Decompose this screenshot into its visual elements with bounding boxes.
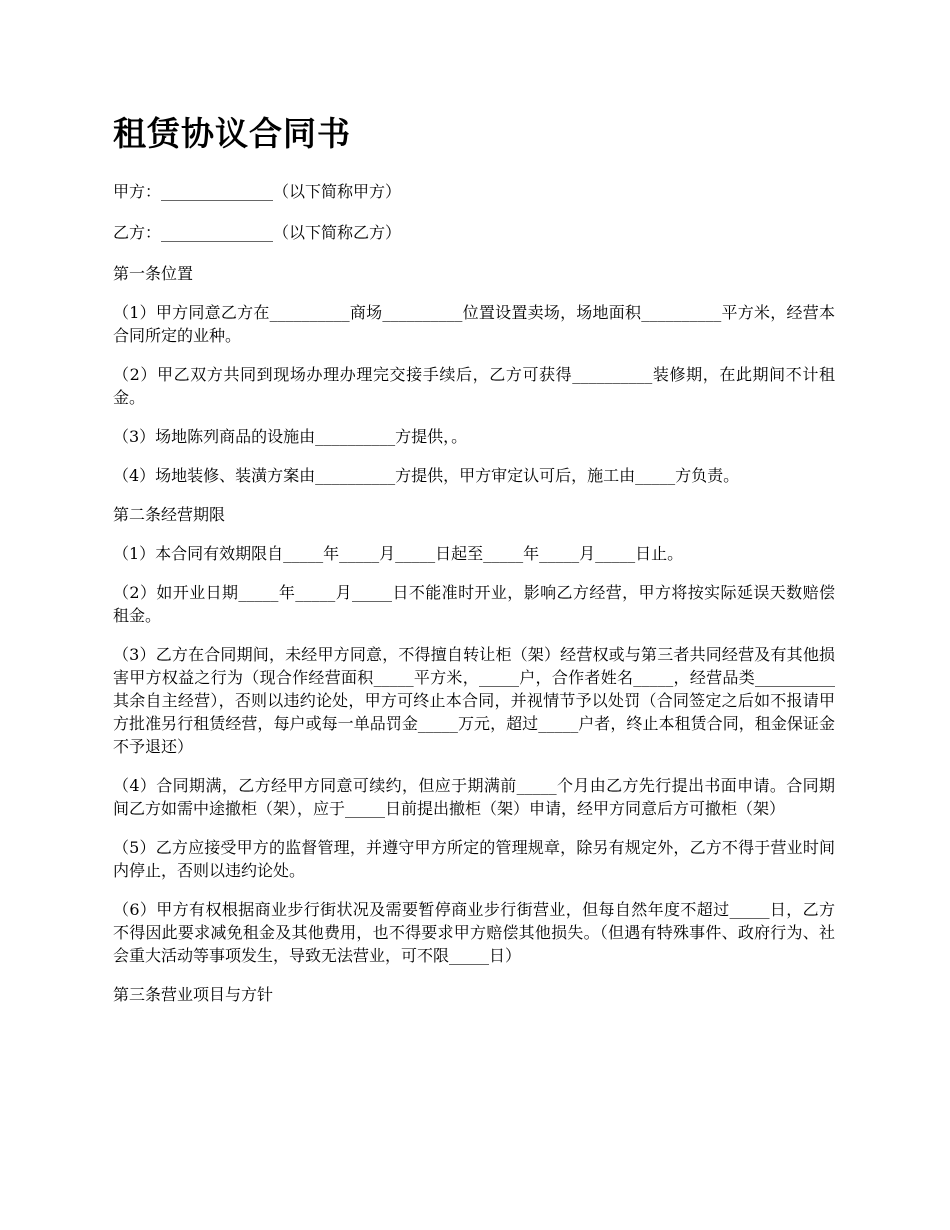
- party-a-line: 甲方：______________（以下简称甲方）: [113, 182, 402, 201]
- clause-paragraph: （1）本合同有效期限自_____年_____月_____日起至_____年_____月_____日止。: [113, 544, 684, 563]
- article-heading: 第一条位置: [113, 264, 194, 283]
- clause-paragraph: （3）场地陈列商品的设施由__________方提供，。: [113, 427, 468, 446]
- clause-paragraph: （5）乙方应接受甲方的监督管理，并遵守甲方所定的管理规章，除另有规定外，乙方不得于营业时间内停止，否则以违约论处。: [113, 838, 835, 880]
- article-heading: 第二条经营期限: [113, 505, 226, 524]
- party-b-line: 乙方：______________（以下简称乙方）: [113, 223, 402, 242]
- clause-paragraph: （1）甲方同意乙方在__________商场__________位置设置卖场，场地面积__________平方米，经营本合同所定的业种。: [113, 303, 835, 345]
- clause-paragraph: （3）乙方在合同期间，未经甲方同意，不得擅自转让柜（架）经营权或与第三者共同经营及有其他损害甲方权益之行为（现合作经营面积_____平方米，_____户，合作者姓名_____，经营品类__________其余自主经营），否则以违约论处，甲方可终止本合同，并视情节予以处罚（合同签定之后如不报请甲方批准另行租赁经营，每户或每一单品罚金_____万元，超过_____户者，终止本租赁合同，租金保证金不予退还）: [113, 645, 835, 756]
- document-title: 租赁协议合同书: [113, 114, 351, 153]
- clause-paragraph: （4）合同期满，乙方经甲方同意可续约，但应于期满前_____个月由乙方先行提出书面申请。合同期间乙方如需中途撤柜（架），应于_____日前提出撤柜（架）申请，经甲方同意后方可撤柜（架）: [113, 776, 835, 818]
- document-page: [113, 112, 835, 1022]
- clause-paragraph: （4）场地装修、装潢方案由__________方提供，甲方审定认可后，施工由_____方负责。: [113, 466, 740, 485]
- article-heading: 第三条营业项目与方针: [113, 985, 274, 1004]
- clause-paragraph: （6）甲方有权根据商业步行街状况及需要暂停商业步行街营业，但每自然年度不超过_____日，乙方不得因此要求减免租金及其他费用，也不得要求甲方赔偿其他损失。（但遇有特殊事件、政府行为、社会重大活动等事项发生，导致无法营业，可不限_____日）: [113, 900, 835, 965]
- clause-paragraph: （2）如开业日期_____年_____月_____日不能准时开业，影响乙方经营，甲方将按实际延误天数赔偿租金。: [113, 583, 835, 625]
- clause-paragraph: （2）甲乙双方共同到现场办理办理完交接手续后，乙方可获得__________装修期，在此期间不计租金。: [113, 365, 835, 407]
